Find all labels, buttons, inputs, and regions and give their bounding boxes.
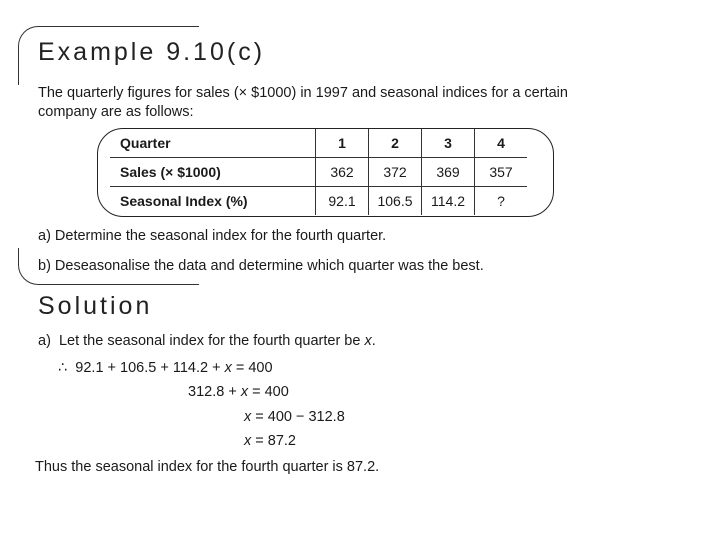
question-b: b) Deseasonalise the data and determine which quarter was the best. <box>38 258 484 274</box>
equation-step-4 <box>244 433 296 449</box>
solution-intro-suffix: . <box>371 333 376 349</box>
solution-intro-prefix: a) Let the seasonal index for the fourth quarter be <box>38 333 365 349</box>
example-intro: The quarterly figures for sales (× $1000) in 1997 and seasonal indices for a certain company are as follows: <box>38 85 568 120</box>
sales-cell: 362 <box>316 158 369 187</box>
data-table <box>110 129 527 215</box>
step2-suffix: = 400 <box>248 384 289 400</box>
question-a: a) Determine the seasonal index for the fourth quarter. <box>38 228 387 244</box>
step4-suffix: = 87.2 <box>251 433 296 449</box>
variable-x: x <box>224 360 232 376</box>
quarter-cell: 1 <box>316 129 369 158</box>
step1-prefix: ∴ 92.1 + 106.5 + 114.2 + <box>58 360 225 376</box>
variable-x: x <box>244 433 252 449</box>
sales-label: Sales (× $1000) <box>110 158 316 187</box>
variable-x: x <box>240 384 249 400</box>
sales-cell: 357 <box>475 158 528 187</box>
sales-cell: 369 <box>422 158 475 187</box>
seasonal-index-cell: 106.5 <box>369 187 422 216</box>
equation-step-3 <box>244 409 345 425</box>
seasonal-index-cell: 114.2 <box>422 187 475 216</box>
quarter-cell: 2 <box>369 129 422 158</box>
step1-suffix: = 400 <box>231 360 273 376</box>
table-row <box>110 187 527 216</box>
seasonal-index-cell: ? <box>475 187 528 216</box>
variable-x: x <box>364 333 372 349</box>
equation-step-1 <box>58 360 273 376</box>
solution-title: Solution <box>38 292 153 320</box>
example-title: Example 9.10(c) <box>38 38 266 66</box>
variable-x: x <box>244 409 252 425</box>
sales-cell: 372 <box>369 158 422 187</box>
seasonal-index-label: Seasonal Index (%) <box>110 187 316 216</box>
table-row <box>110 158 527 187</box>
step2-prefix: 312.8 + <box>188 384 241 400</box>
table-header-row <box>110 129 527 158</box>
quarter-label: Quarter <box>120 135 171 151</box>
step3-suffix: = 400 − 312.8 <box>251 409 345 425</box>
solution-conclusion: Thus the seasonal index for the fourth quarter is 87.2. <box>35 459 380 475</box>
quarter-cell: 4 <box>475 129 528 158</box>
quarter-cell: 3 <box>422 129 475 158</box>
equation-step-2 <box>188 384 289 400</box>
solution-intro <box>38 333 376 349</box>
seasonal-index-cell: 92.1 <box>316 187 369 216</box>
